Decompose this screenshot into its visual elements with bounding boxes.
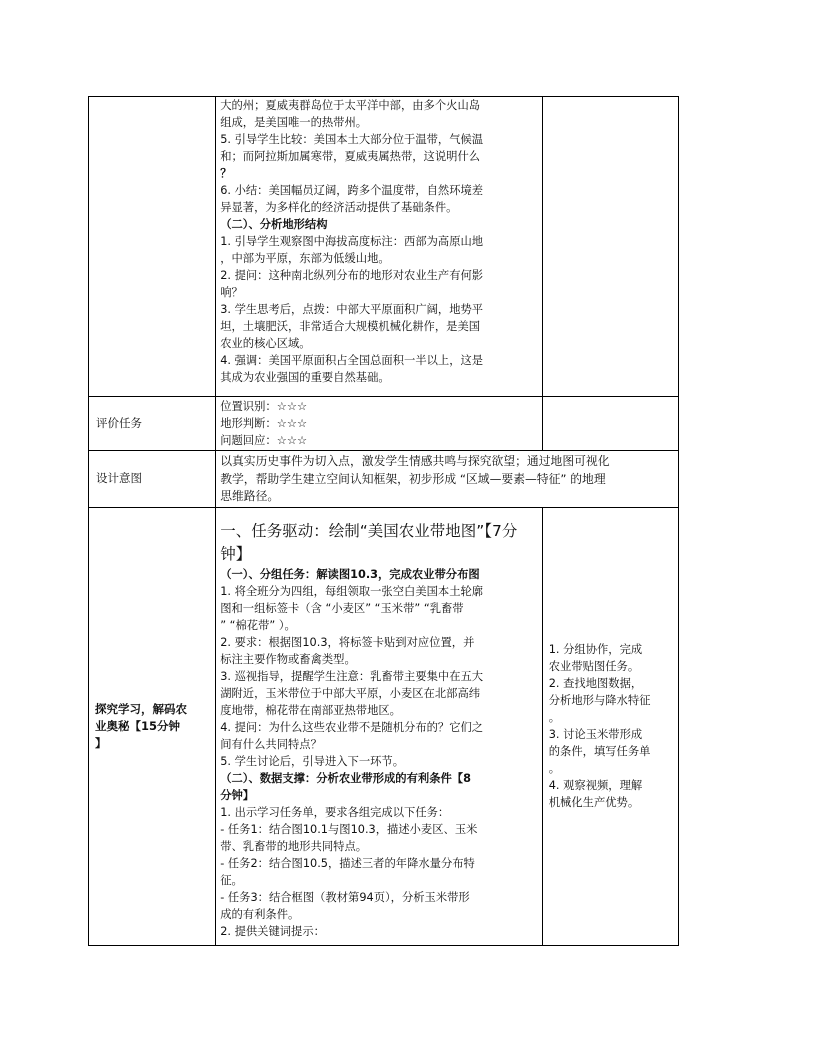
activity-line: 。: [548, 711, 561, 724]
section-heading: （二）、数据支撑：分析农业带形成的有利条件【8: [220, 771, 471, 785]
rating-line: 地形判断：☆☆☆: [220, 417, 308, 430]
text-line: 带、乳畜带的地形共同特点。: [220, 839, 368, 853]
eval-activity-cell: [542, 397, 678, 451]
activity-line: 1. 分组协作，完成: [548, 643, 643, 656]
activity-line: 的条件，填写任务单: [548, 745, 651, 758]
text-line: 1. 将全班分为四组，每组领取一张空白美国本土轮廓: [220, 584, 484, 598]
text-line: 2. 提问：这种南北纵列分布的地形对农业生产有何影: [220, 269, 484, 282]
text-line: - 任务2：结合图10.5，描述三者的年降水量分布特: [220, 856, 475, 870]
eval-content-cell: [216, 397, 543, 451]
text-line: 5. 引导学生比较：美国本土大部分位于温带，气候温: [220, 133, 484, 146]
rating-line: 问题回应：☆☆☆: [220, 434, 308, 447]
activity-line: 4. 观察视频，理解: [548, 779, 643, 792]
text-line: 度地带，棉花带在南部亚热带地区。: [220, 703, 401, 717]
text-line: 5. 学生讨论后，引导进入下一环节。: [220, 754, 405, 768]
text-line: 4. 提问：为什么这些农业带不是随机分布的？它们之: [220, 720, 484, 734]
eval-label-cell: [89, 397, 216, 451]
text-line: 组成，是美国唯一的热带州。: [220, 116, 368, 129]
text-line: 思维路径。: [220, 489, 280, 503]
activity-line: 分析地形与降水特征: [548, 694, 651, 707]
rating-line: 位置识别：☆☆☆: [220, 400, 308, 413]
text-line: 湖附近，玉米带位于中部大平原，小麦区在北部高纬: [220, 686, 481, 700]
explore-label-line: 业奥秘【15分钟: [95, 718, 181, 733]
activity-line: 农业带贴图任务。: [548, 660, 640, 673]
text-line: 异显著，为多样化的经济活动提供了基础条件。: [220, 201, 458, 214]
text-line: 征。: [220, 873, 243, 887]
activity-line: 2. 查找地图数据，: [548, 677, 643, 690]
table-row: [89, 507, 679, 945]
text-line: 2. 要求：根据图10.3，将标签卡贴到对应位置，并: [220, 635, 475, 649]
table-row: [89, 397, 679, 451]
text-line: 成的有利条件。: [220, 907, 300, 921]
explore-label-cell: [89, 507, 216, 945]
text-line: 3. 学生思考后，点拨：中部大平原面积广阔，地势平: [220, 303, 484, 316]
row1-label-cell: [89, 97, 216, 397]
text-line: ？: [220, 167, 232, 180]
text-line: 和；而阿拉斯加属寒带，夏威夷属热带，这说明什么: [220, 150, 481, 163]
text-line: - 任务3：结合框图（教材第94页），分析玉米带形: [220, 890, 470, 904]
row1-content-cell: [216, 97, 543, 397]
row1-activity-cell: [542, 97, 678, 397]
table-row: [89, 97, 679, 397]
section-title: 一、任务驱动：绘制“美国农业带地图”【7分: [220, 521, 518, 540]
text-line: 农业的核心区域。: [220, 337, 311, 350]
text-line: 1. 出示学习任务单，要求各组完成以下任务：: [220, 805, 450, 819]
text-line: 大的州；夏威夷群岛位于太平洋中部，由多个火山岛: [220, 99, 481, 112]
section-title: 钟】: [220, 544, 252, 563]
explore-activity-cell: [542, 507, 678, 945]
table-row: [89, 451, 679, 508]
section-heading: （一）、分组任务：解读图10.3，完成农业带分布图: [220, 567, 480, 581]
text-line: 间有什么共同特点？: [220, 737, 322, 751]
text-line: 教学，帮助学生建立空间认知框架，初步形成 “区域—要素—特征” 的地理: [220, 471, 606, 486]
text-line: 标注主要作物或畜禽类型。: [220, 652, 356, 666]
activity-line: 机械化生产优势。: [548, 796, 640, 809]
design-label: 设计意图: [96, 471, 142, 486]
text-line: 图和一组标签卡（含 “小麦区” “玉米带” “乳畜带: [220, 601, 464, 615]
lesson-plan-table: [88, 96, 679, 946]
text-line: 6. 小结：美国幅员辽阔，跨多个温度带，自然环境差: [220, 184, 484, 197]
text-line: 1. 引导学生观察图中海拔高度标注：西部为高原山地: [220, 235, 484, 248]
text-line: 其成为农业强国的重要自然基础。: [220, 371, 390, 384]
text-line: 3. 巡视指导，提醒学生注意：乳畜带主要集中在五大: [220, 669, 484, 683]
section-heading: （二）、分析地形结构: [220, 218, 328, 231]
text-line: - 任务1：结合图10.1与图10.3，描述小麦区、玉米: [220, 822, 478, 836]
explore-label-line: 探究学习，解码农: [95, 701, 187, 716]
eval-label: 评价任务: [96, 416, 142, 430]
explore-content-cell: [216, 507, 543, 945]
section-heading: 分钟】: [220, 788, 255, 802]
design-label-cell: [89, 451, 216, 508]
activity-line: 。: [548, 762, 561, 775]
design-content-cell: [216, 451, 679, 508]
text-line: 以真实历史事件为切入点，激发学生情感共鸣与探究欲望；通过地图可视化: [220, 454, 610, 468]
text-line: 2. 提供关键词提示：: [220, 924, 325, 938]
text-line: 坦，土壤肥沃，非常适合大规模机械化耕作，是美国: [220, 320, 481, 333]
text-line: ，中部为平原，东部为低缓山地。: [220, 252, 390, 265]
activity-line: 3. 讨论玉米带形成: [548, 728, 643, 741]
text-line: 4. 强调：美国平原面积占全国总面积一半以上，这是: [220, 354, 484, 367]
text-line: ” “棉花带” ）。: [220, 618, 296, 632]
text-line: 响？: [220, 286, 243, 299]
explore-label-line: 】: [95, 735, 107, 750]
